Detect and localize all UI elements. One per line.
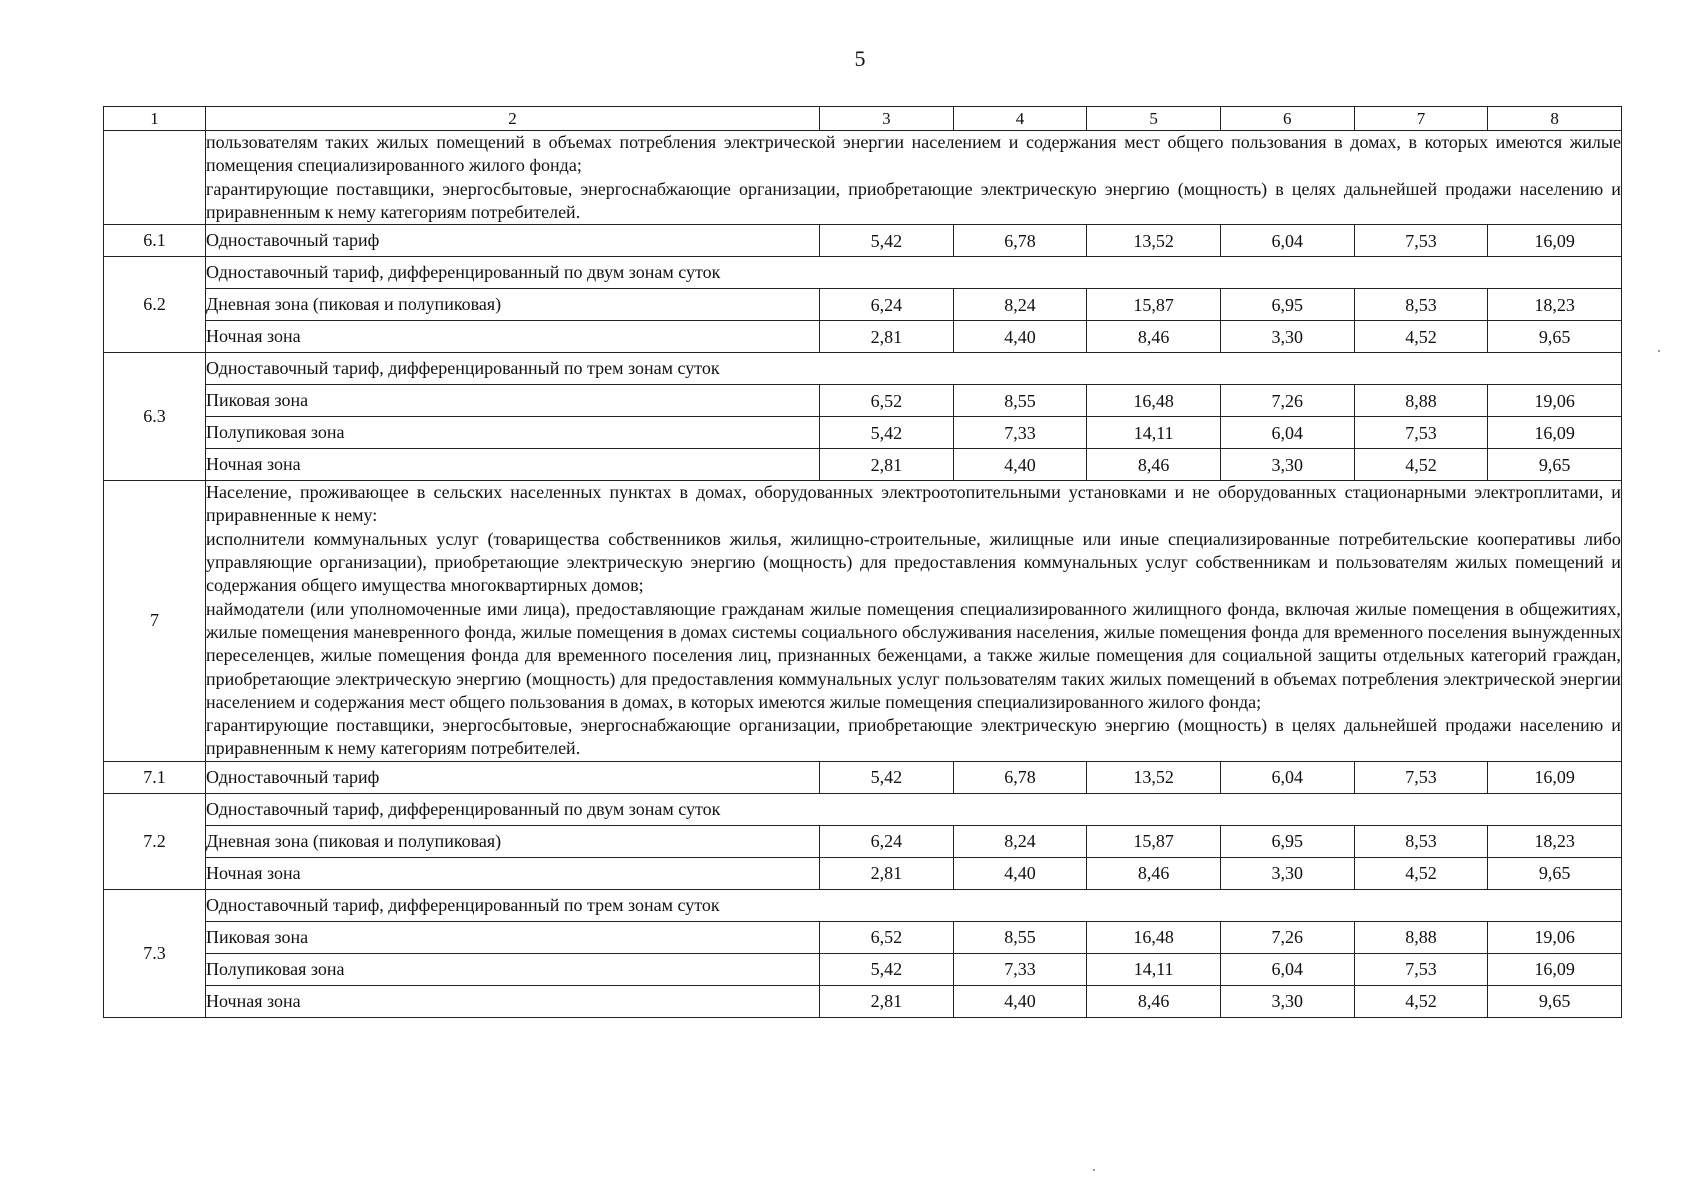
tariff-value: 19,06 <box>1488 921 1622 953</box>
tariff-value: 9,65 <box>1488 321 1622 353</box>
row-number: 7.1 <box>104 761 206 793</box>
tariff-value: 2,81 <box>820 857 954 889</box>
tariff-value: 4,52 <box>1354 321 1488 353</box>
tariff-value: 5,42 <box>820 761 954 793</box>
tariff-label: Ночная зона <box>206 857 820 889</box>
tariff-label: Ночная зона <box>206 985 820 1017</box>
tariff-value: 7,53 <box>1354 417 1488 449</box>
header-cell: 5 <box>1087 107 1221 131</box>
tariff-group-title-row <box>104 353 1622 385</box>
tariff-value: 16,09 <box>1488 953 1622 985</box>
description-paragraph: Население, проживающее в сельских населенных пунктах в домах, оборудованных электроотопительными установками и не оборудованных стационарными электроплитами, и приравненные к нему: <box>206 482 1621 526</box>
section-description-row <box>104 131 1622 225</box>
tariff-value: 6,52 <box>820 921 954 953</box>
tariff-value: 7,33 <box>953 953 1087 985</box>
tariff-value: 7,26 <box>1220 921 1354 953</box>
table-header-row <box>104 107 1622 131</box>
tariff-group-title: Одноставочный тариф, дифференцированный по трем зонам суток <box>206 889 1622 921</box>
scan-speck <box>1658 350 1660 352</box>
header-cell: 7 <box>1354 107 1488 131</box>
tariff-value: 6,04 <box>1220 417 1354 449</box>
tariff-value: 4,52 <box>1354 449 1488 481</box>
header-cell: 6 <box>1220 107 1354 131</box>
tariff-value: 7,53 <box>1354 761 1488 793</box>
tariff-value: 6,95 <box>1220 825 1354 857</box>
tariff-value: 15,87 <box>1087 289 1221 321</box>
tariff-value: 15,87 <box>1087 825 1221 857</box>
tariff-label: Одноставочный тариф <box>206 225 820 257</box>
page-number: 5 <box>854 46 866 71</box>
description-paragraph: гарантирующие поставщики, энергосбытовые, энергоснабжающие организации, приобретающие электрическую энергию (мощность) в целях дальнейшей продажи населению и приравненным к нему категориям потребителей. <box>206 715 1621 759</box>
tariff-value: 14,11 <box>1087 953 1221 985</box>
tariff-value: 9,65 <box>1488 985 1622 1017</box>
tariff-value: 9,65 <box>1488 857 1622 889</box>
scan-speck <box>1093 1169 1095 1171</box>
tariff-label: Полупиковая зона <box>206 417 820 449</box>
tariff-row <box>104 449 1622 481</box>
tariff-value: 6,04 <box>1220 225 1354 257</box>
header-cell: 4 <box>953 107 1087 131</box>
tariff-label: Пиковая зона <box>206 385 820 417</box>
tariff-value: 16,09 <box>1488 417 1622 449</box>
tariff-value: 3,30 <box>1220 985 1354 1017</box>
tariff-label: Дневная зона (пиковая и полупиковая) <box>206 289 820 321</box>
tariff-value: 3,30 <box>1220 857 1354 889</box>
tariff-value: 8,46 <box>1087 857 1221 889</box>
tariff-value: 8,55 <box>953 385 1087 417</box>
header-cell: 2 <box>206 107 820 131</box>
tariff-value: 18,23 <box>1488 825 1622 857</box>
tariff-row <box>104 761 1622 793</box>
tariff-value: 6,52 <box>820 385 954 417</box>
tariff-row <box>104 985 1622 1017</box>
tariff-value: 8,46 <box>1087 449 1221 481</box>
tariff-label: Пиковая зона <box>206 921 820 953</box>
tariff-table <box>103 106 1622 1018</box>
tariff-group-title-row <box>104 257 1622 289</box>
tariff-value: 14,11 <box>1087 417 1221 449</box>
tariff-value: 8,24 <box>953 825 1087 857</box>
tariff-label: Ночная зона <box>206 321 820 353</box>
tariff-value: 3,30 <box>1220 321 1354 353</box>
header-cell: 1 <box>104 107 206 131</box>
tariff-group-title: Одноставочный тариф, дифференцированный по трем зонам суток <box>206 353 1622 385</box>
tariff-value: 6,24 <box>820 289 954 321</box>
tariff-value: 8,55 <box>953 921 1087 953</box>
header-cell: 8 <box>1488 107 1622 131</box>
tariff-value: 6,78 <box>953 225 1087 257</box>
tariff-value: 7,26 <box>1220 385 1354 417</box>
tariff-value: 19,06 <box>1488 385 1622 417</box>
tariff-label: Ночная зона <box>206 449 820 481</box>
tariff-row <box>104 321 1622 353</box>
tariff-row <box>104 857 1622 889</box>
tariff-value: 16,09 <box>1488 761 1622 793</box>
tariff-value: 16,09 <box>1488 225 1622 257</box>
row-number: 6.2 <box>104 257 206 353</box>
tariff-row <box>104 921 1622 953</box>
tariff-value: 5,42 <box>820 417 954 449</box>
tariff-group-title-row <box>104 793 1622 825</box>
tariff-value: 4,40 <box>953 985 1087 1017</box>
tariff-value: 6,78 <box>953 761 1087 793</box>
tariff-value: 2,81 <box>820 321 954 353</box>
row-number: 6.3 <box>104 353 206 481</box>
description-paragraph: исполнители коммунальных услуг (товарищества собственников жилья, жилищно-строительные, жилищные или иные специализированные потребительские кооперативы либо управляющие организации), приобретающие электрическую энергию (мощность) для предоставления коммунальных услуг собственникам и пользователям жилых помещений и содержания общего имущества многоквартирных домов; <box>206 528 1621 596</box>
header-cell: 3 <box>820 107 954 131</box>
tariff-row <box>104 289 1622 321</box>
tariff-row <box>104 417 1622 449</box>
tariff-value: 18,23 <box>1488 289 1622 321</box>
tariff-value: 4,40 <box>953 321 1087 353</box>
tariff-group-title: Одноставочный тариф, дифференцированный по двум зонам суток <box>206 257 1622 289</box>
tariff-value: 9,65 <box>1488 449 1622 481</box>
tariff-value: 13,52 <box>1087 225 1221 257</box>
tariff-value: 2,81 <box>820 449 954 481</box>
row-number: 7.3 <box>104 889 206 1017</box>
tariff-value: 13,52 <box>1087 761 1221 793</box>
section-description <box>206 131 1622 225</box>
tariff-row <box>104 385 1622 417</box>
tariff-group-title-row <box>104 889 1622 921</box>
section-number-cell <box>104 131 206 225</box>
tariff-label: Одноставочный тариф <box>206 761 820 793</box>
tariff-value: 16,48 <box>1087 385 1221 417</box>
tariff-value: 4,40 <box>953 857 1087 889</box>
tariff-row <box>104 825 1622 857</box>
description-paragraph: пользователям таких жилых помещений в объемах потребления электрической энергии населением и содержания мест общего пользования в домах, в которых имеются жилые помещения специализированного жилого фонда; <box>206 132 1621 176</box>
tariff-value: 8,46 <box>1087 985 1221 1017</box>
tariff-label: Полупиковая зона <box>206 953 820 985</box>
description-paragraph: наймодатели (или уполномоченные ими лица), предоставляющие гражданам жилые помещения специализированного жилищного фонда, включая жилые помещения в общежитиях, жилые помещения маневренного фонда, жилые помещения в домах системы социального обслуживания населения, жилые помещения фонда для временного поселения вынужденных переселенцев, жилые помещения фонда для временного поселения лиц, признанных беженцами, а также жилые помещения для социальной защиты отдельных категорий граждан, приобретающие электрическую энергию (мощность) для предоставления коммунальных услуг пользователям таких жилых помещений в объемах потребления электрической энергии населением и содержания мест общего пользования в домах, в которых имеются жилые помещения специализированного жилого фонда; <box>206 598 1621 712</box>
tariff-value: 8,53 <box>1354 825 1488 857</box>
tariff-group-title: Одноставочный тариф, дифференцированный по двум зонам суток <box>206 793 1622 825</box>
tariff-value: 7,53 <box>1354 225 1488 257</box>
tariff-value: 3,30 <box>1220 449 1354 481</box>
tariff-value: 8,24 <box>953 289 1087 321</box>
row-number: 6.1 <box>104 225 206 257</box>
section-description-row <box>104 481 1622 762</box>
tariff-value: 6,95 <box>1220 289 1354 321</box>
tariff-row <box>104 225 1622 257</box>
tariff-value: 8,53 <box>1354 289 1488 321</box>
tariff-value: 5,42 <box>820 953 954 985</box>
tariff-row <box>104 953 1622 985</box>
tariff-value: 8,46 <box>1087 321 1221 353</box>
tariff-value: 6,24 <box>820 825 954 857</box>
tariff-value: 4,40 <box>953 449 1087 481</box>
tariff-value: 8,88 <box>1354 921 1488 953</box>
description-paragraph: гарантирующие поставщики, энергосбытовые, энергоснабжающие организации, приобретающие электрическую энергию (мощность) в целях дальнейшей продажи населению и приравненным к нему категориям потребителей. <box>206 178 1621 222</box>
tariff-value: 5,42 <box>820 225 954 257</box>
row-number: 7.2 <box>104 793 206 889</box>
tariff-value: 2,81 <box>820 985 954 1017</box>
tariff-value: 4,52 <box>1354 985 1488 1017</box>
section-number-cell: 7 <box>104 481 206 762</box>
section-description <box>206 481 1622 762</box>
tariff-value: 6,04 <box>1220 761 1354 793</box>
tariff-value: 7,33 <box>953 417 1087 449</box>
tariff-value: 8,88 <box>1354 385 1488 417</box>
tariff-label: Дневная зона (пиковая и полупиковая) <box>206 825 820 857</box>
tariff-value: 4,52 <box>1354 857 1488 889</box>
tariff-value: 6,04 <box>1220 953 1354 985</box>
tariff-value: 16,48 <box>1087 921 1221 953</box>
tariff-value: 7,53 <box>1354 953 1488 985</box>
